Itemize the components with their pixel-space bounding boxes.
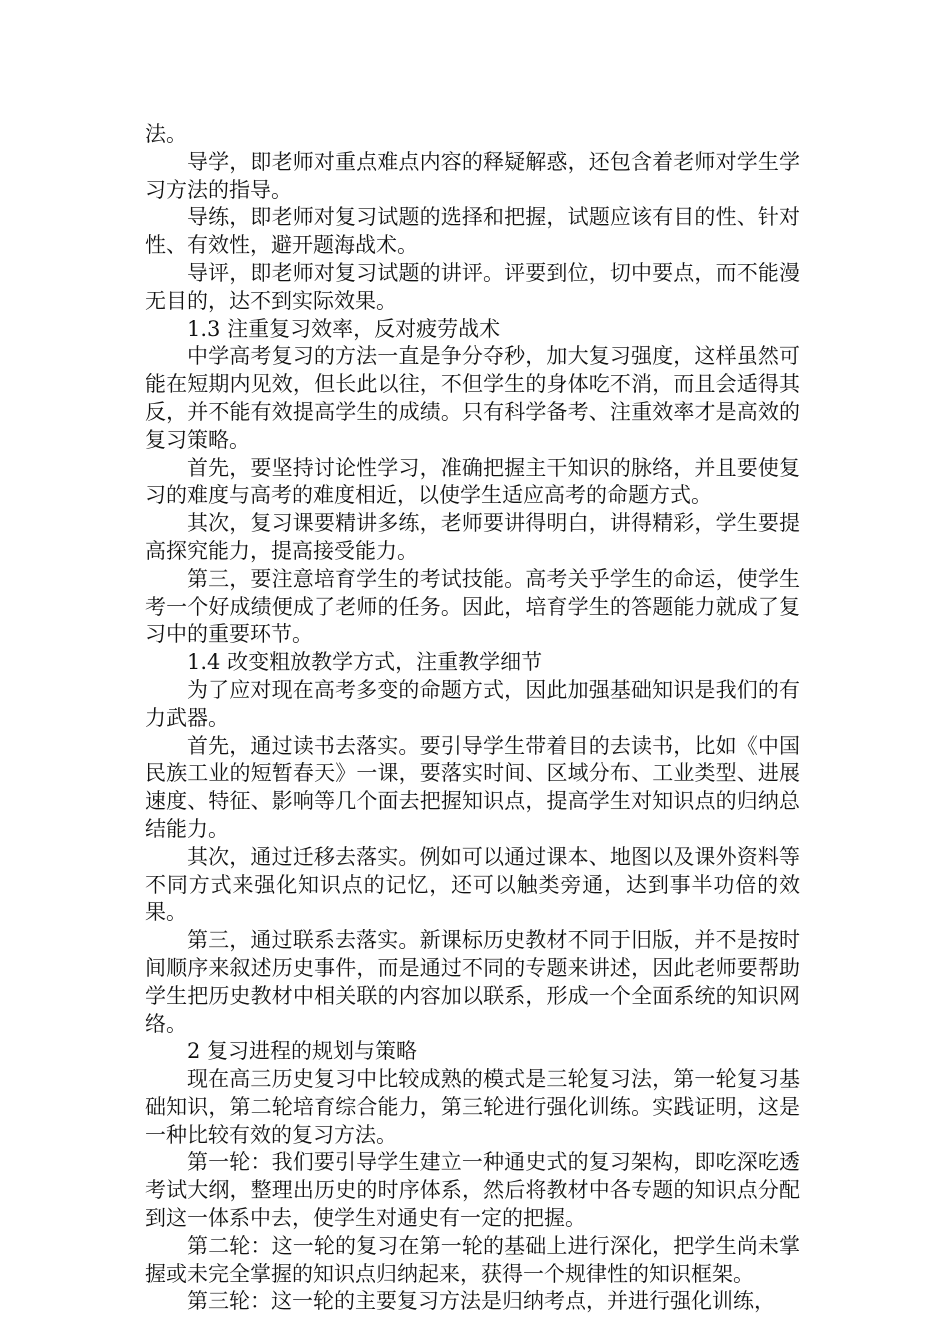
paragraph-third-exam-skills: 第三，要注意培育学生的考试技能。高考关乎学生的命运，使学生考一个好成绩便成了老师的任务。因此，培育学生的答题能力就成了复习中的重要环节。 [145,566,800,647]
paragraph-second-transfer: 其次，通过迁移去落实。例如可以通过课本、地图以及课外资料等不同方式来强化知识点的记忆，还可以触类旁通，达到事半功倍的效果。 [145,844,800,925]
document-page [145,121,800,1316]
section-heading-2: 2 复习进程的规划与策略 [187,1039,418,1064]
paragraph-efficiency: 中学高考复习的方法一直是争分夺秒，加大复习强度，这样虽然可能在短期内见效，但长此以往，不但学生的身体吃不消，而且会适得其反，并不能有效提高学生的成绩。只有科学备考、注重效率才是高效的复习策略。 [145,344,800,452]
paragraph-basics: 为了应对现在高考多变的命题方式，因此加强基础知识是我们的有力武器。 [145,677,800,730]
section-heading-1-4: 1.4 改变粗放教学方式，注重教学细节 [187,650,543,675]
paragraph-three-rounds: 现在高三历史复习中比较成熟的模式是三轮复习法，第一轮复习基础知识，第二轮培育综合能力，第三轮进行强化训练。实践证明，这是一种比较有效的复习方法。 [145,1067,800,1147]
paragraph-third-connection: 第三，通过联系去落实。新课标历史教材不同于旧版，并不是按时间顺序来叙述历史事件，而是通过不同的专题来讲述，因此老师要帮助学生把历史教材中相关联的内容加以联系，形成一个全面系统的知识网络。 [145,928,800,1036]
paragraph-guided-practice: 导练，即老师对复习试题的选择和把握，试题应该有目的性、针对性、有效性，避开题海战术。 [145,205,800,258]
paragraph-first-reading: 首先，通过读书去落实。要引导学生带着目的去读书，比如《中国民族工业的短暂春天》一课，要落实时间、区域分布、工业类型、进展速度、特征、影响等几个面去把握知识点，提高学生对知识点的归纳总结能力。 [145,733,800,841]
paragraph-second-practice: 其次，复习课要精讲多练，老师要讲得明白，讲得精彩，学生要提高探究能力，提高接受能力。 [145,511,800,563]
paragraph-continuation: 法。 [145,122,187,146]
paragraph-first-discussion: 首先，要坚持讨论性学习，准确把握主干知识的脉络，并且要使复习的难度与高考的难度相近，以使学生适应高考的命题方式。 [145,455,800,508]
paragraph-round-two: 第二轮：这一轮的复习在第一轮的基础上进行深化，把学生尚未掌握或未完全掌握的知识点归纳起来，获得一个规律性的知识框架。 [145,1233,800,1286]
paragraph-guided-study: 导学，即老师对重点难点内容的释疑解惑，还包含着老师对学生学习方法的指导。 [145,149,800,202]
paragraph-guided-review: 导评，即老师对复习试题的讲评。评要到位，切中要点，而不能漫无目的，达不到实际效果。 [145,260,800,313]
section-heading-1-3: 1.3 注重复习效率，反对疲劳战术 [187,316,501,341]
paragraph-round-three: 第三轮：这一轮的主要复习方法是归纳考点，并进行强化训练， [187,1289,775,1314]
paragraph-round-one: 第一轮：我们要引导学生建立一种通史式的复习架构，即吃深吃透考试大纲，整理出历史的时序体系，然后将教材中各专题的知识点分配到这一体系中去，使学生对通史有一定的把握。 [145,1150,800,1231]
